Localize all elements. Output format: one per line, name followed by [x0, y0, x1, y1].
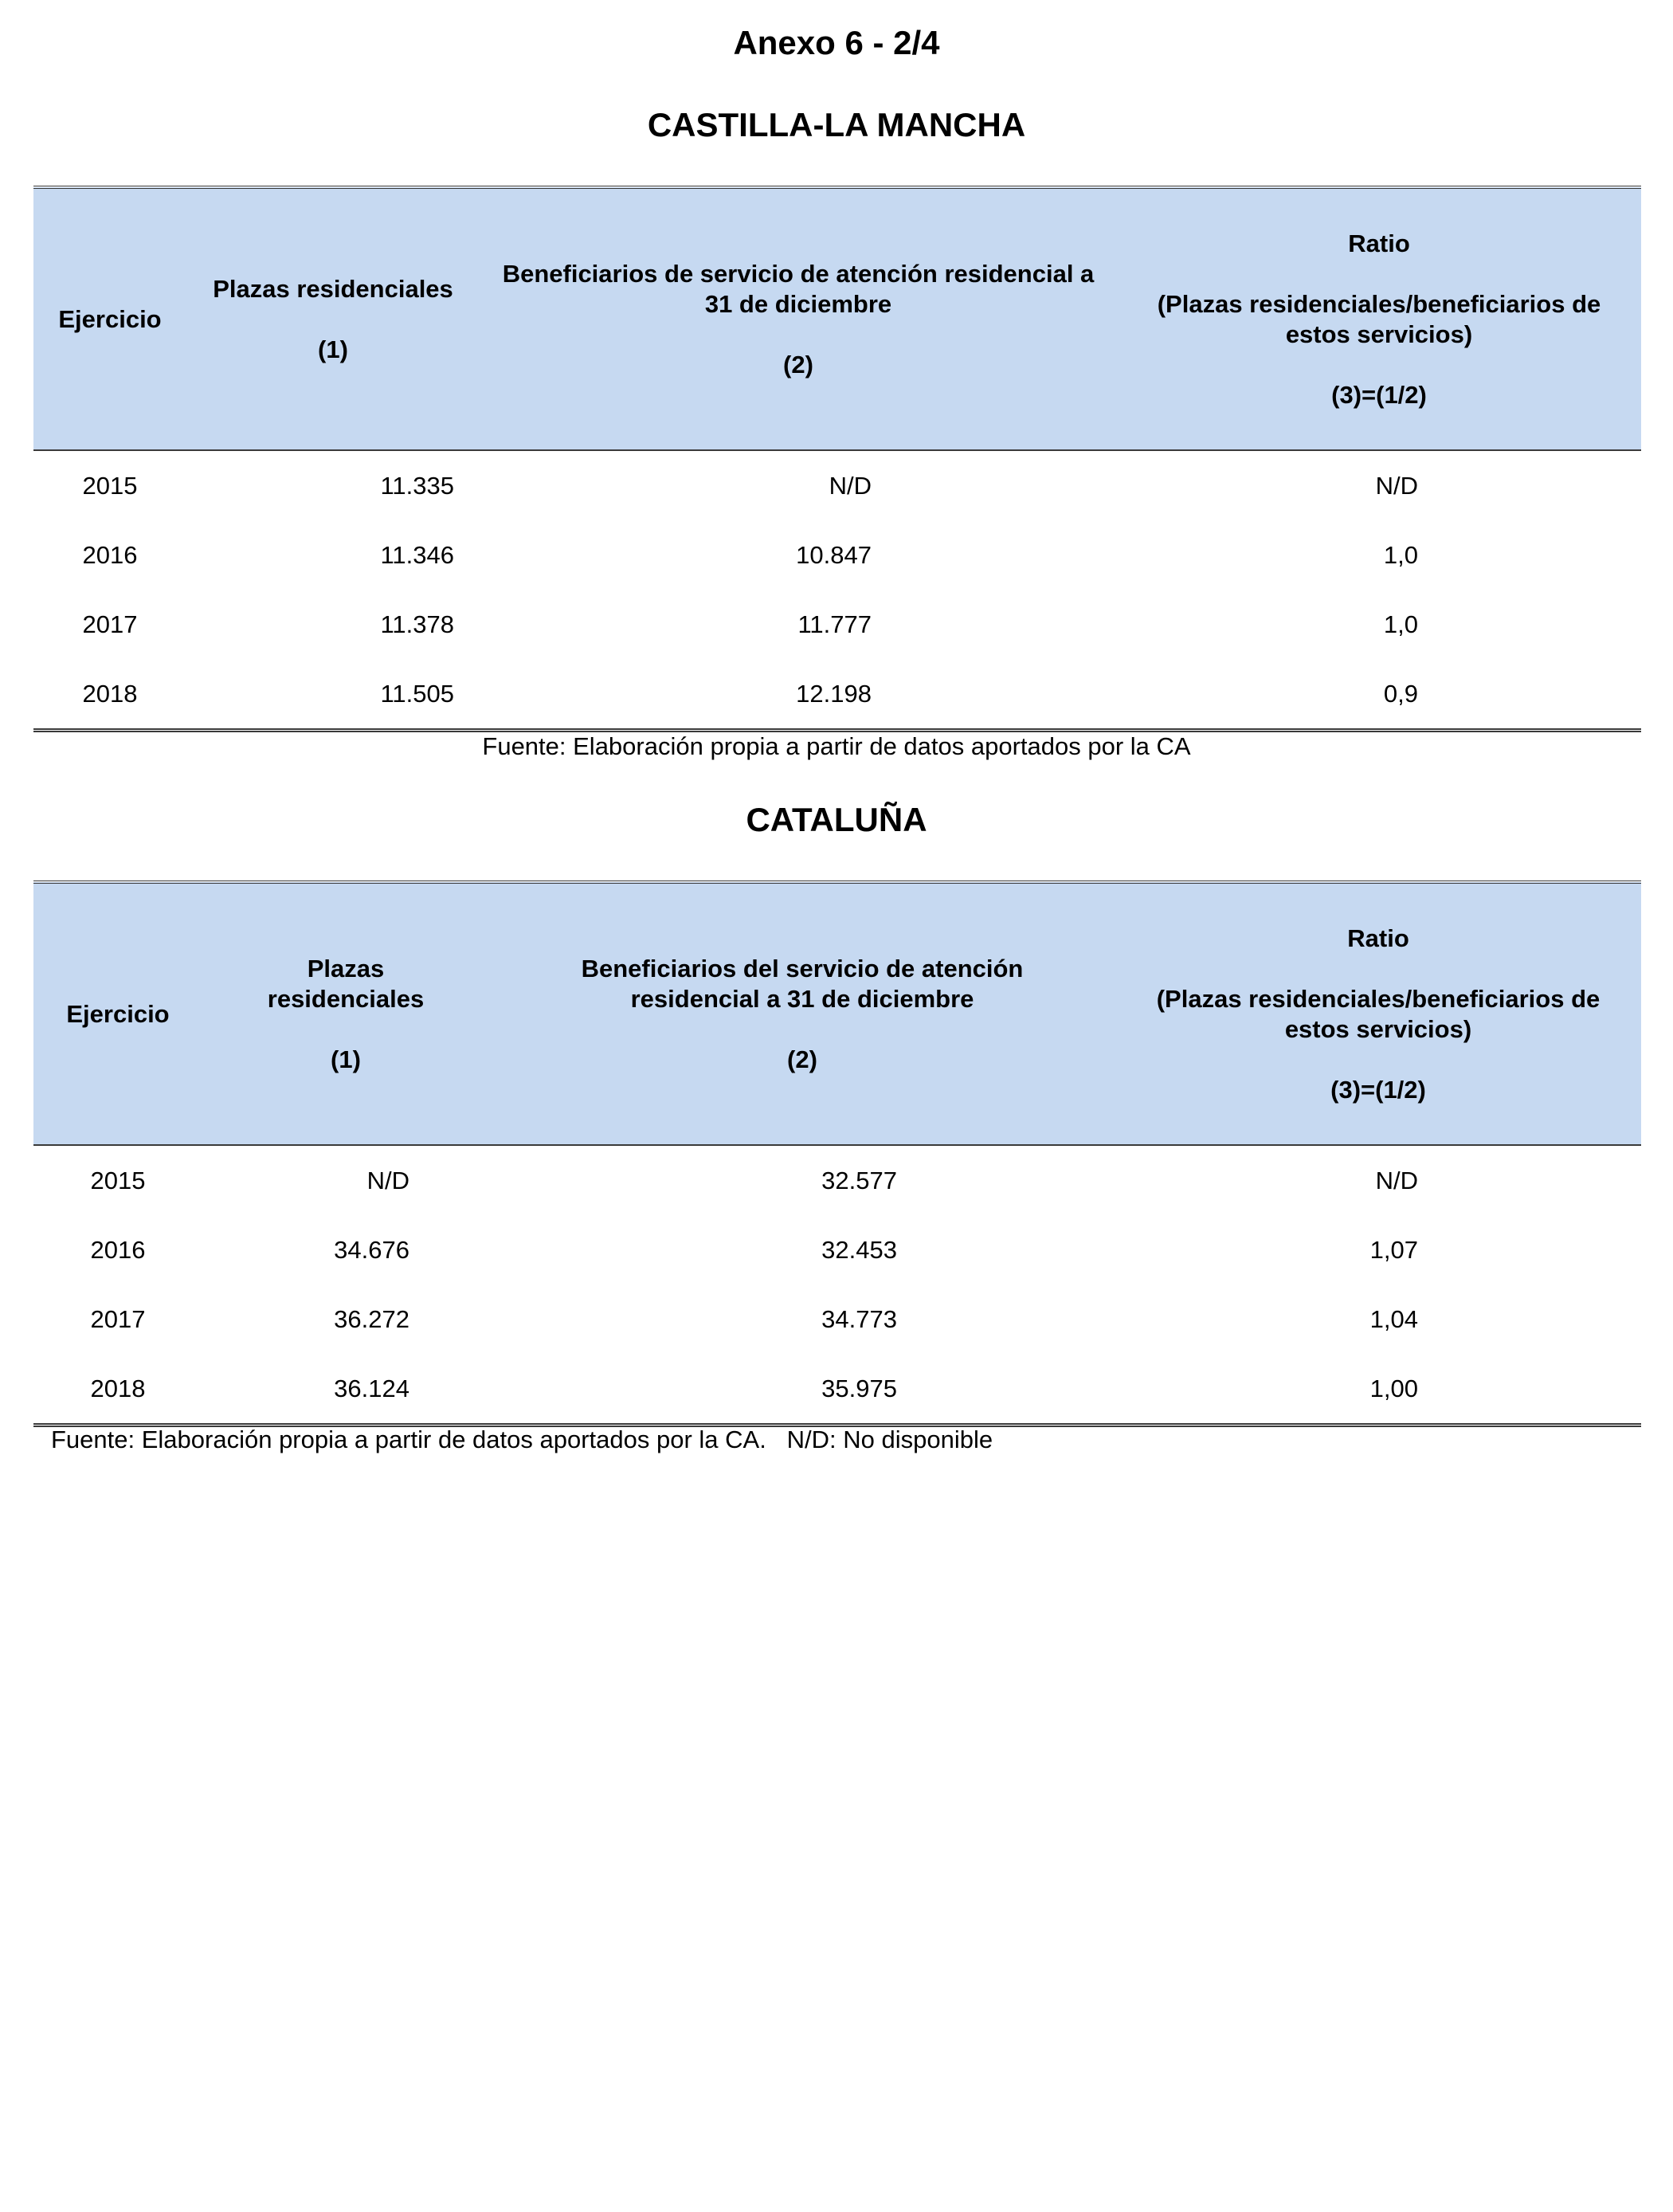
region-title-cataluna: CATALUÑA: [746, 801, 927, 838]
cell-beneficiarios: 35.975: [489, 1354, 1115, 1426]
region-title-castilla-la-mancha: CASTILLA-LA MANCHA: [647, 106, 1026, 143]
cell-plazas: 36.272: [334, 1304, 409, 1333]
table-row: [33, 1354, 1641, 1426]
header-beneficiarios: Beneficiarios de servicio de atención residencial a 31 de diciembre (2): [480, 187, 1117, 450]
cell-plazas: 34.676: [334, 1235, 409, 1264]
table-row: [33, 659, 1641, 731]
cell-ratio: 1,00: [1115, 1354, 1641, 1426]
header-ratio: Ratio (Plazas residenciales/beneficiarios de estos servicios) (3)=(1/2): [1117, 187, 1641, 450]
table-row: [33, 1215, 1641, 1284]
cell-year: 2018: [33, 659, 186, 731]
header-ejercicio: Ejercicio: [33, 882, 202, 1145]
table-castilla-la-mancha: [33, 186, 1641, 732]
table-cataluna: [33, 880, 1641, 1427]
cell-year: 2016: [82, 540, 138, 569]
cell-year: 2017: [90, 1304, 146, 1333]
cell-year: 2017: [82, 610, 138, 638]
header-plazas: Plazas residenciales (1): [186, 187, 480, 450]
cell-beneficiarios: 11.777: [797, 610, 872, 638]
cell-plazas: N/D: [366, 1166, 409, 1194]
table-row: [33, 1284, 1641, 1354]
cell-beneficiarios: 34.773: [821, 1304, 897, 1333]
cell-year: 2018: [33, 1354, 202, 1426]
table-header-row: [33, 882, 1641, 1145]
cell-beneficiarios: 32.453: [821, 1235, 897, 1264]
cell-plazas: 11.335: [380, 471, 454, 500]
table-row: [33, 450, 1641, 520]
cell-beneficiarios: 32.577: [821, 1166, 897, 1194]
table-header-row: [33, 187, 1641, 450]
header-ejercicio: Ejercicio: [33, 187, 186, 450]
cell-ratio: 1,0: [1383, 610, 1418, 638]
cell-year: 2015: [82, 471, 138, 500]
cell-beneficiarios: N/D: [829, 471, 872, 500]
header-ratio: Ratio (Plazas residenciales/beneficiarios de estos servicios) (3)=(1/2): [1115, 882, 1641, 1145]
cell-ratio: N/D: [1375, 1166, 1418, 1194]
cell-plazas: 11.378: [380, 610, 454, 638]
table-row: [33, 520, 1641, 590]
table-row: [33, 590, 1641, 659]
cell-beneficiarios: 10.847: [796, 540, 872, 569]
cell-plazas: 11.346: [380, 540, 454, 569]
cell-ratio: 1,0: [1383, 540, 1418, 569]
cell-ratio: 1,07: [1369, 1235, 1418, 1264]
cell-ratio: N/D: [1375, 471, 1418, 500]
cell-beneficiarios: 12.198: [480, 659, 1117, 731]
cell-ratio: 0,9: [1117, 659, 1641, 731]
header-plazas: Plazas residenciales (1): [202, 882, 489, 1145]
cell-plazas: 11.505: [186, 659, 480, 731]
cell-year: 2016: [90, 1235, 146, 1264]
table-source-note: Fuente: Elaboración propia a partir de datos aportados por la CA. N/D: No disponible: [51, 1426, 993, 1453]
table-source-note: Fuente: Elaboración propia a partir de datos aportados por la CA: [482, 732, 1191, 760]
header-beneficiarios: Beneficiarios del servicio de atención residencial a 31 de diciembre (2): [489, 882, 1115, 1145]
cell-ratio: 1,04: [1369, 1304, 1418, 1333]
page-title: Anexo 6 - 2/4: [733, 24, 940, 61]
cell-year: 2015: [90, 1166, 146, 1194]
cell-plazas: 36.124: [202, 1354, 489, 1426]
table-row: [33, 1145, 1641, 1215]
